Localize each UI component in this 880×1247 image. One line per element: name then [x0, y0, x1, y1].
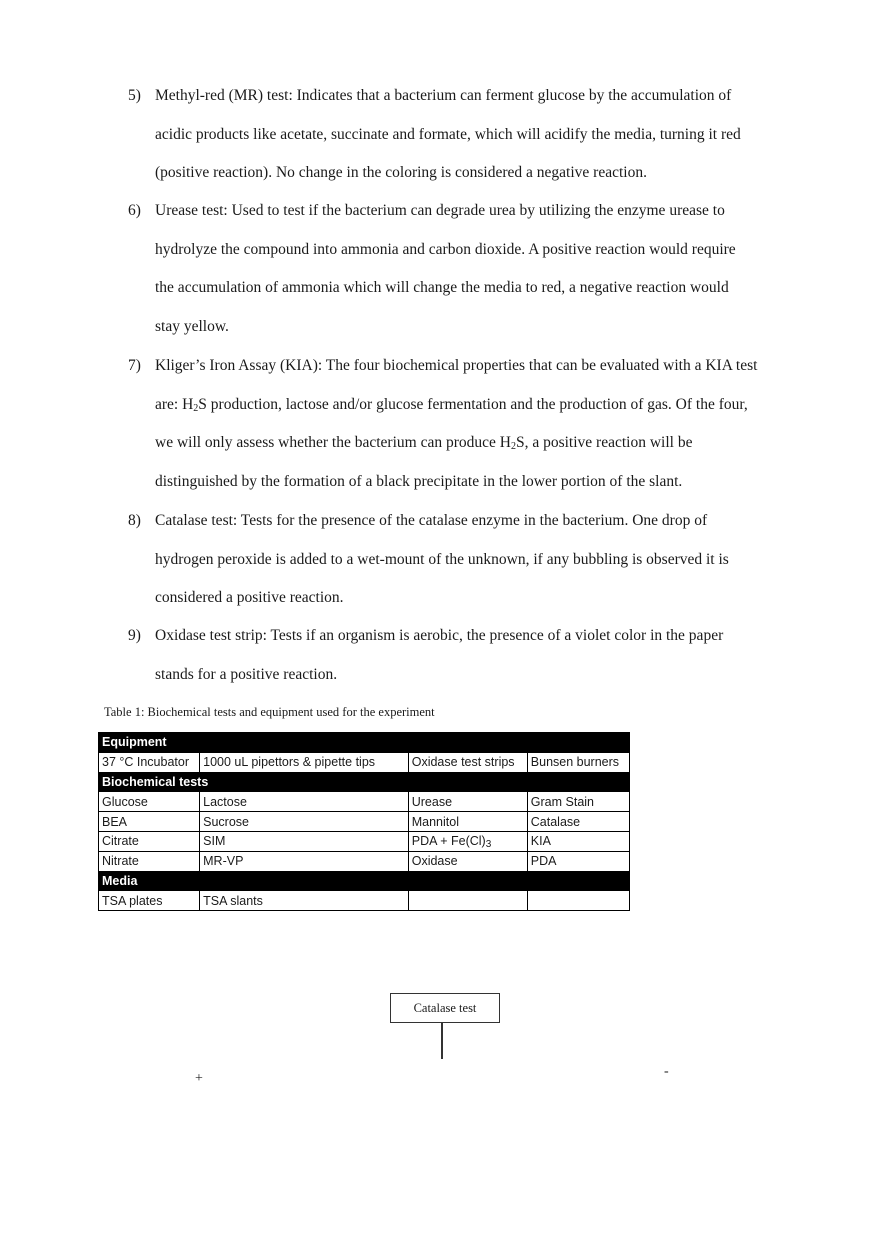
item-number: 5) — [128, 87, 141, 104]
item-line: Methyl-red (MR) test: Indicates that a bacterium can ferment glucose by the accumulation of — [155, 87, 732, 104]
table-row — [99, 891, 630, 911]
table-cell: Bunsen burners — [527, 752, 629, 772]
item-line: Urease test: Used to test if the bacterium can degrade urea by utilizing the enzyme urease to — [155, 202, 725, 219]
item-line: distinguished by the formation of a black precipitate in the lower portion of the slant. — [155, 473, 683, 491]
table-cell: PDA + $Fe(Cl)_3$ — [408, 831, 527, 851]
table-cell: Citrate — [99, 831, 200, 851]
item-line: hydrolyze the compound into ammonia and carbon dioxide. A positive reaction would require — [155, 240, 736, 258]
table-cell: TSA slants — [200, 891, 409, 911]
item-line: acidic products like acetate, succinate and formate, which will acidify the media, turning it red — [155, 125, 741, 143]
item-line: hydrogen peroxide is added to a wet-mount of the unknown, if any bubbling is observed it is — [155, 550, 729, 568]
flowchart-positive-label: + — [195, 1071, 203, 1086]
table-row — [99, 831, 630, 851]
table-cell: Oxidase — [408, 851, 527, 871]
section-header: Media — [99, 871, 630, 891]
table-cell: Nitrate — [99, 851, 200, 871]
table-cell: 1000 uL pipettors & pipette tips — [200, 752, 409, 772]
table-cell: KIA — [527, 831, 629, 851]
table-cell: Catalase — [527, 812, 629, 832]
table-cell: Lactose — [200, 792, 409, 812]
table-row — [99, 812, 630, 832]
item-line: (positive reaction). No change in the coloring is considered a negative reaction. — [155, 164, 647, 182]
section-header-row — [99, 733, 630, 753]
table-cell — [527, 891, 629, 911]
flowchart-connector — [441, 1022, 443, 1059]
flowchart-catalase-box: Catalase test — [390, 993, 500, 1023]
item-line: Kliger’s Iron Assay (KIA): The four biochemical properties that can be evaluated with a KIA test — [155, 357, 758, 374]
table-cell: Mannitol — [408, 812, 527, 832]
item-line: Catalase test: Tests for the presence of the catalase enzyme in the bacterium. One drop of — [155, 512, 708, 529]
section-header-row — [99, 772, 630, 792]
item-line: we will only assess whether the bacterium can produce $H_2S$, a positive reaction will be — [155, 434, 693, 453]
table-cell: MR-VP — [200, 851, 409, 871]
table-row — [99, 752, 630, 772]
item-line: stands for a positive reaction. — [155, 665, 338, 683]
table-cell: Sucrose — [200, 812, 409, 832]
equipment-tests-table — [98, 732, 630, 911]
item-line: the accumulation of ammonia which will change the media to red, a negative reaction would — [155, 279, 729, 297]
item-number: 9) — [128, 627, 141, 644]
table-cell: BEA — [99, 812, 200, 832]
item-number: 8) — [128, 512, 141, 529]
item-number: 6) — [128, 202, 141, 219]
table-cell: TSA plates — [99, 891, 200, 911]
item-line: Oxidase test strip: Tests if an organism is aerobic, the presence of a violet color in the paper — [155, 627, 724, 644]
table-cell: Urease — [408, 792, 527, 812]
item-number: 7) — [128, 357, 141, 374]
flowchart-negative-label: - — [664, 1064, 669, 1079]
section-header: Biochemical tests — [99, 772, 630, 792]
table-cell: Oxidase test strips — [408, 752, 527, 772]
table-row — [99, 851, 630, 871]
table-cell: SIM — [200, 831, 409, 851]
item-line: are: $H_2S$ production, lactose and/or glucose fermentation and the production of gas. Of the four, — [155, 395, 748, 414]
table-cell: Gram Stain — [527, 792, 629, 812]
table-cell: 37 °C Incubator — [99, 752, 200, 772]
section-header-row — [99, 871, 630, 891]
table-row — [99, 792, 630, 812]
item-line: considered a positive reaction. — [155, 589, 344, 607]
table-cell: PDA — [527, 851, 629, 871]
item-line: stay yellow. — [155, 318, 229, 336]
table-caption: Table 1: Biochemical tests and equipment used for the experiment — [104, 705, 435, 719]
table-cell — [408, 891, 527, 911]
table-cell: Glucose — [99, 792, 200, 812]
section-header: Equipment — [99, 733, 630, 753]
